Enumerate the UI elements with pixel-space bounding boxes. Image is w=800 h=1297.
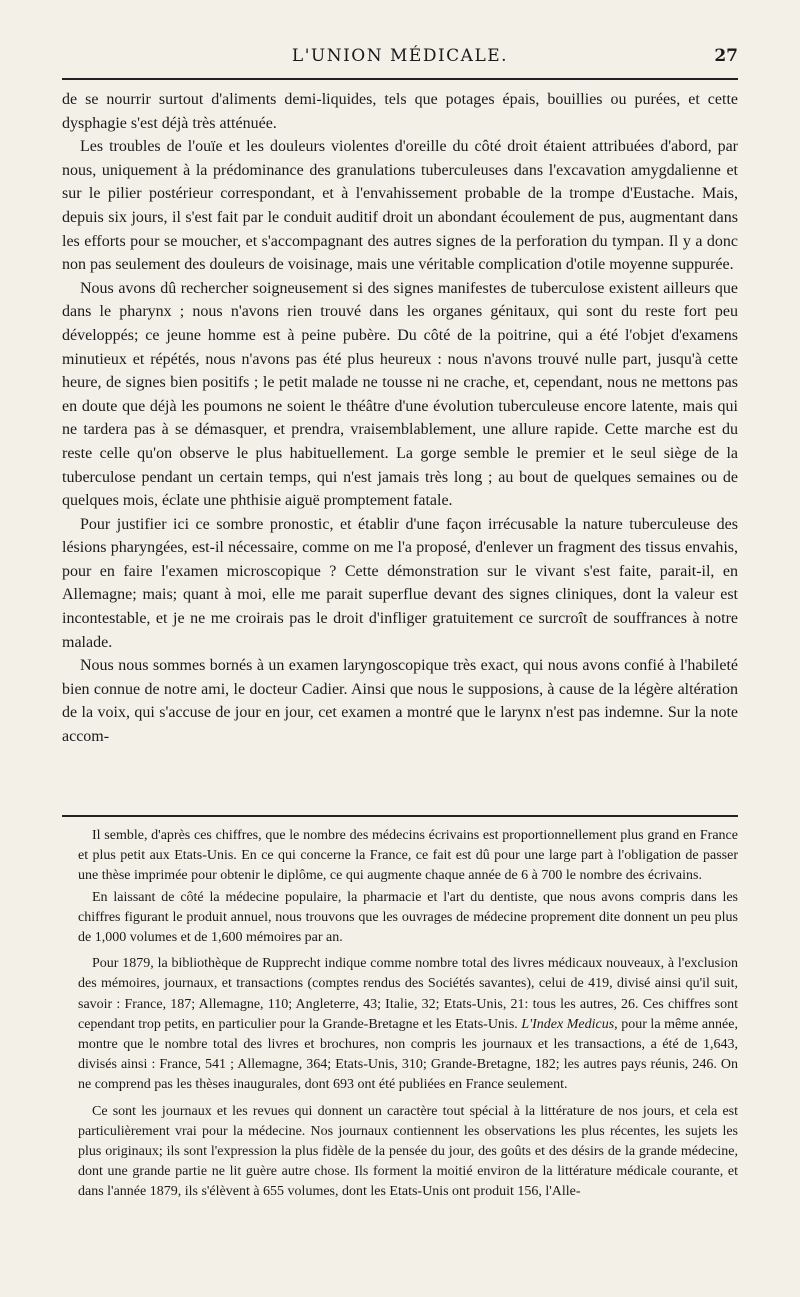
footnote-text-span: Pour 1879, la bibliothèque de Rupprecht indique comme nombre total des livres médicaux nouveaux, à l'exclusion des mémoires, journaux, et transactions (comptes rendus des Sociétés savantes), celui de 419, divisé ainsi qu'il suit, savoir : France, 187; Allemagne, 110; Angleterre, 43; Italie, 32; Etats-Unis, 21: tous les autres, 26. Ces chiffres sont cependant trop petits, en particulier pour la Grande-Bretagne et les Etats-Unis.: [78, 956, 738, 1032]
paragraph: Nous avons dû rechercher soigneusement si des signes manifestes de tuberculose existent ailleurs que dans le pharynx ; nous n'avons rien trouvé dans les organes génitaux, qui sont du reste fort peu développés; ce jeune homme est à peine pubère. Du côté de la poitrine, qui a été l'objet d'examens minutieux et répétés, nous n'avons pas été plus heureux : nous n'avons trouvé nulle part, jusqu'à cette heure, de signes bien positifs ; le petit malade ne tousse ni ne crache, et, cependant, nous ne mettons pas en doute que déjà les poumons ne soient le théâtre d'une évolution tuberculeuse encore latente, mais qui ne tardera pas à se démasquer, et prendra, vraisemblablement, une allure rapide. Cette marche est du reste celle qu'on observe le plus habituellement. La gorge semble le premier et le seul siège de la tuberculose pendant un certain temps, qui n'est jamais très long ; au bout de quelques semaines ou de quelques mois, éclate une phthisie aiguë promptement fatale.: [62, 279, 738, 510]
header-rule: [62, 78, 738, 80]
footnote-rule: [62, 815, 738, 817]
footnote-paragraph: Ce sont les journaux et les revues qui donnent un caractère tout spécial à la littérature de nos jours, et cela est particulièrement vrai pour la médecine. Nos journaux contiennent les observations les plus récentes, les sujets les plus originaux; ils sont l'expression la plus fidèle de la pensée du jour, des goûts et des désirs de la grande médecine, dont une grande partie ne lit guère autre chose. Ils forment la moitié environ de la littérature médicale courante, et dans l'année 1879, ils s'élèvent à 655 volumes, dont les Etats-Unis ont produit 156, l'Alle-: [78, 1103, 738, 1200]
footnote-paragraph: En laissant de côté la médecine populaire, la pharmacie et l'art du dentiste, que nous avons compris dans les chiffres figurant le produit annuel, nous trouvons que les ouvrages de médecine proprement dite donnent un peu plus de 1,000 volumes et de 1,600 mémoires par an.: [78, 889, 738, 946]
footnote-paragraph: Il semble, d'après ces chiffres, que le nombre des médecins écrivains est proportionnellement plus grand en France et plus petit aux Etats-Unis. En ce qui concerne la France, ce fait est dû pour une large part à l'obligation de passer une thèse imprimée pour obtenir le diplôme, ce qui augmente chaque année de 6 à 700 le nombre des écrivains.: [78, 828, 738, 884]
footnote-text-span: , pour la même année, montre que le nombre total des livres et brochures, non compris les journaux et les transactions, a été de 1,643, divisés ainsi : France, 541 ; Allemagne, 364; Etats-Unis, 310; Grande-Bretagne, 182; les autres pays réunis, 246. On ne comprend pas les thèses inaugurales, dont 693 ont été publiées en France seulement.: [78, 1016, 738, 1093]
footnote-text: [78, 826, 738, 1203]
paragraph: Pour justifier ici ce sombre pronostic, et établir d'une façon irrécusable la nature tuberculeuse des lésions pharyngées, est-il nécessaire, comme on me l'a proposé, d'enlever un fragment des tissus envahis, pour en faire l'examen microscopique ? Cette démonstration sur le vivant s'est faite, parait-il, en Allemagne; mais; quant à moi, elle me parait superflue devant des signes cliniques, dont la valeur est incontestable, et je ne me croirais pas le droit d'infliger gratuitement ce surcroît de souffrances à notre malade.: [62, 515, 738, 651]
journal-title: L'UNION MÉDICALE.: [291, 46, 509, 66]
paragraph: de se nourrir surtout d'aliments demi-liquides, tels que potages épais, bouillies ou purées, et cette dysphagie s'est déjà très atténuée.: [62, 91, 738, 132]
index-medicus-title: L'Index Medicus: [521, 1016, 615, 1032]
main-text: [62, 88, 738, 749]
paragraph: Les troubles de l'ouïe et les douleurs violentes d'oreille du côté droit étaient attribuées d'abord, par nous, uniquement à la prédominance des granulations tuberculeuses dans l'excavation amygdalienne et sur le pilier postérieur correspondant, et à l'envahissement probable de la trompe d'Eustache. Mais, depuis six jours, il s'est fait par le conduit auditif droit un abondant écoulement de pus, augmentant dans les efforts pour se moucher, et s'accompagnant des autres signes de la perforation du tympan. Il y a donc non pas seulement des douleurs de voisinage, mais une véritable complication d'otile moyenne suppurée.: [62, 138, 738, 274]
footnote-paragraph: [78, 954, 738, 1095]
paragraph: Nous nous sommes bornés à un examen laryngoscopique très exact, qui nous avons confié à l'habileté bien connue de notre ami, le docteur Cadier. Ainsi que nous le supposions, à cause de la légère altération de la voix, qui s'accuse de jour en jour, cet examen a montré que le larynx n'est pas indemne. Sur la note accom-: [62, 657, 738, 746]
page-number: 27: [714, 46, 738, 66]
running-header: [62, 46, 738, 72]
